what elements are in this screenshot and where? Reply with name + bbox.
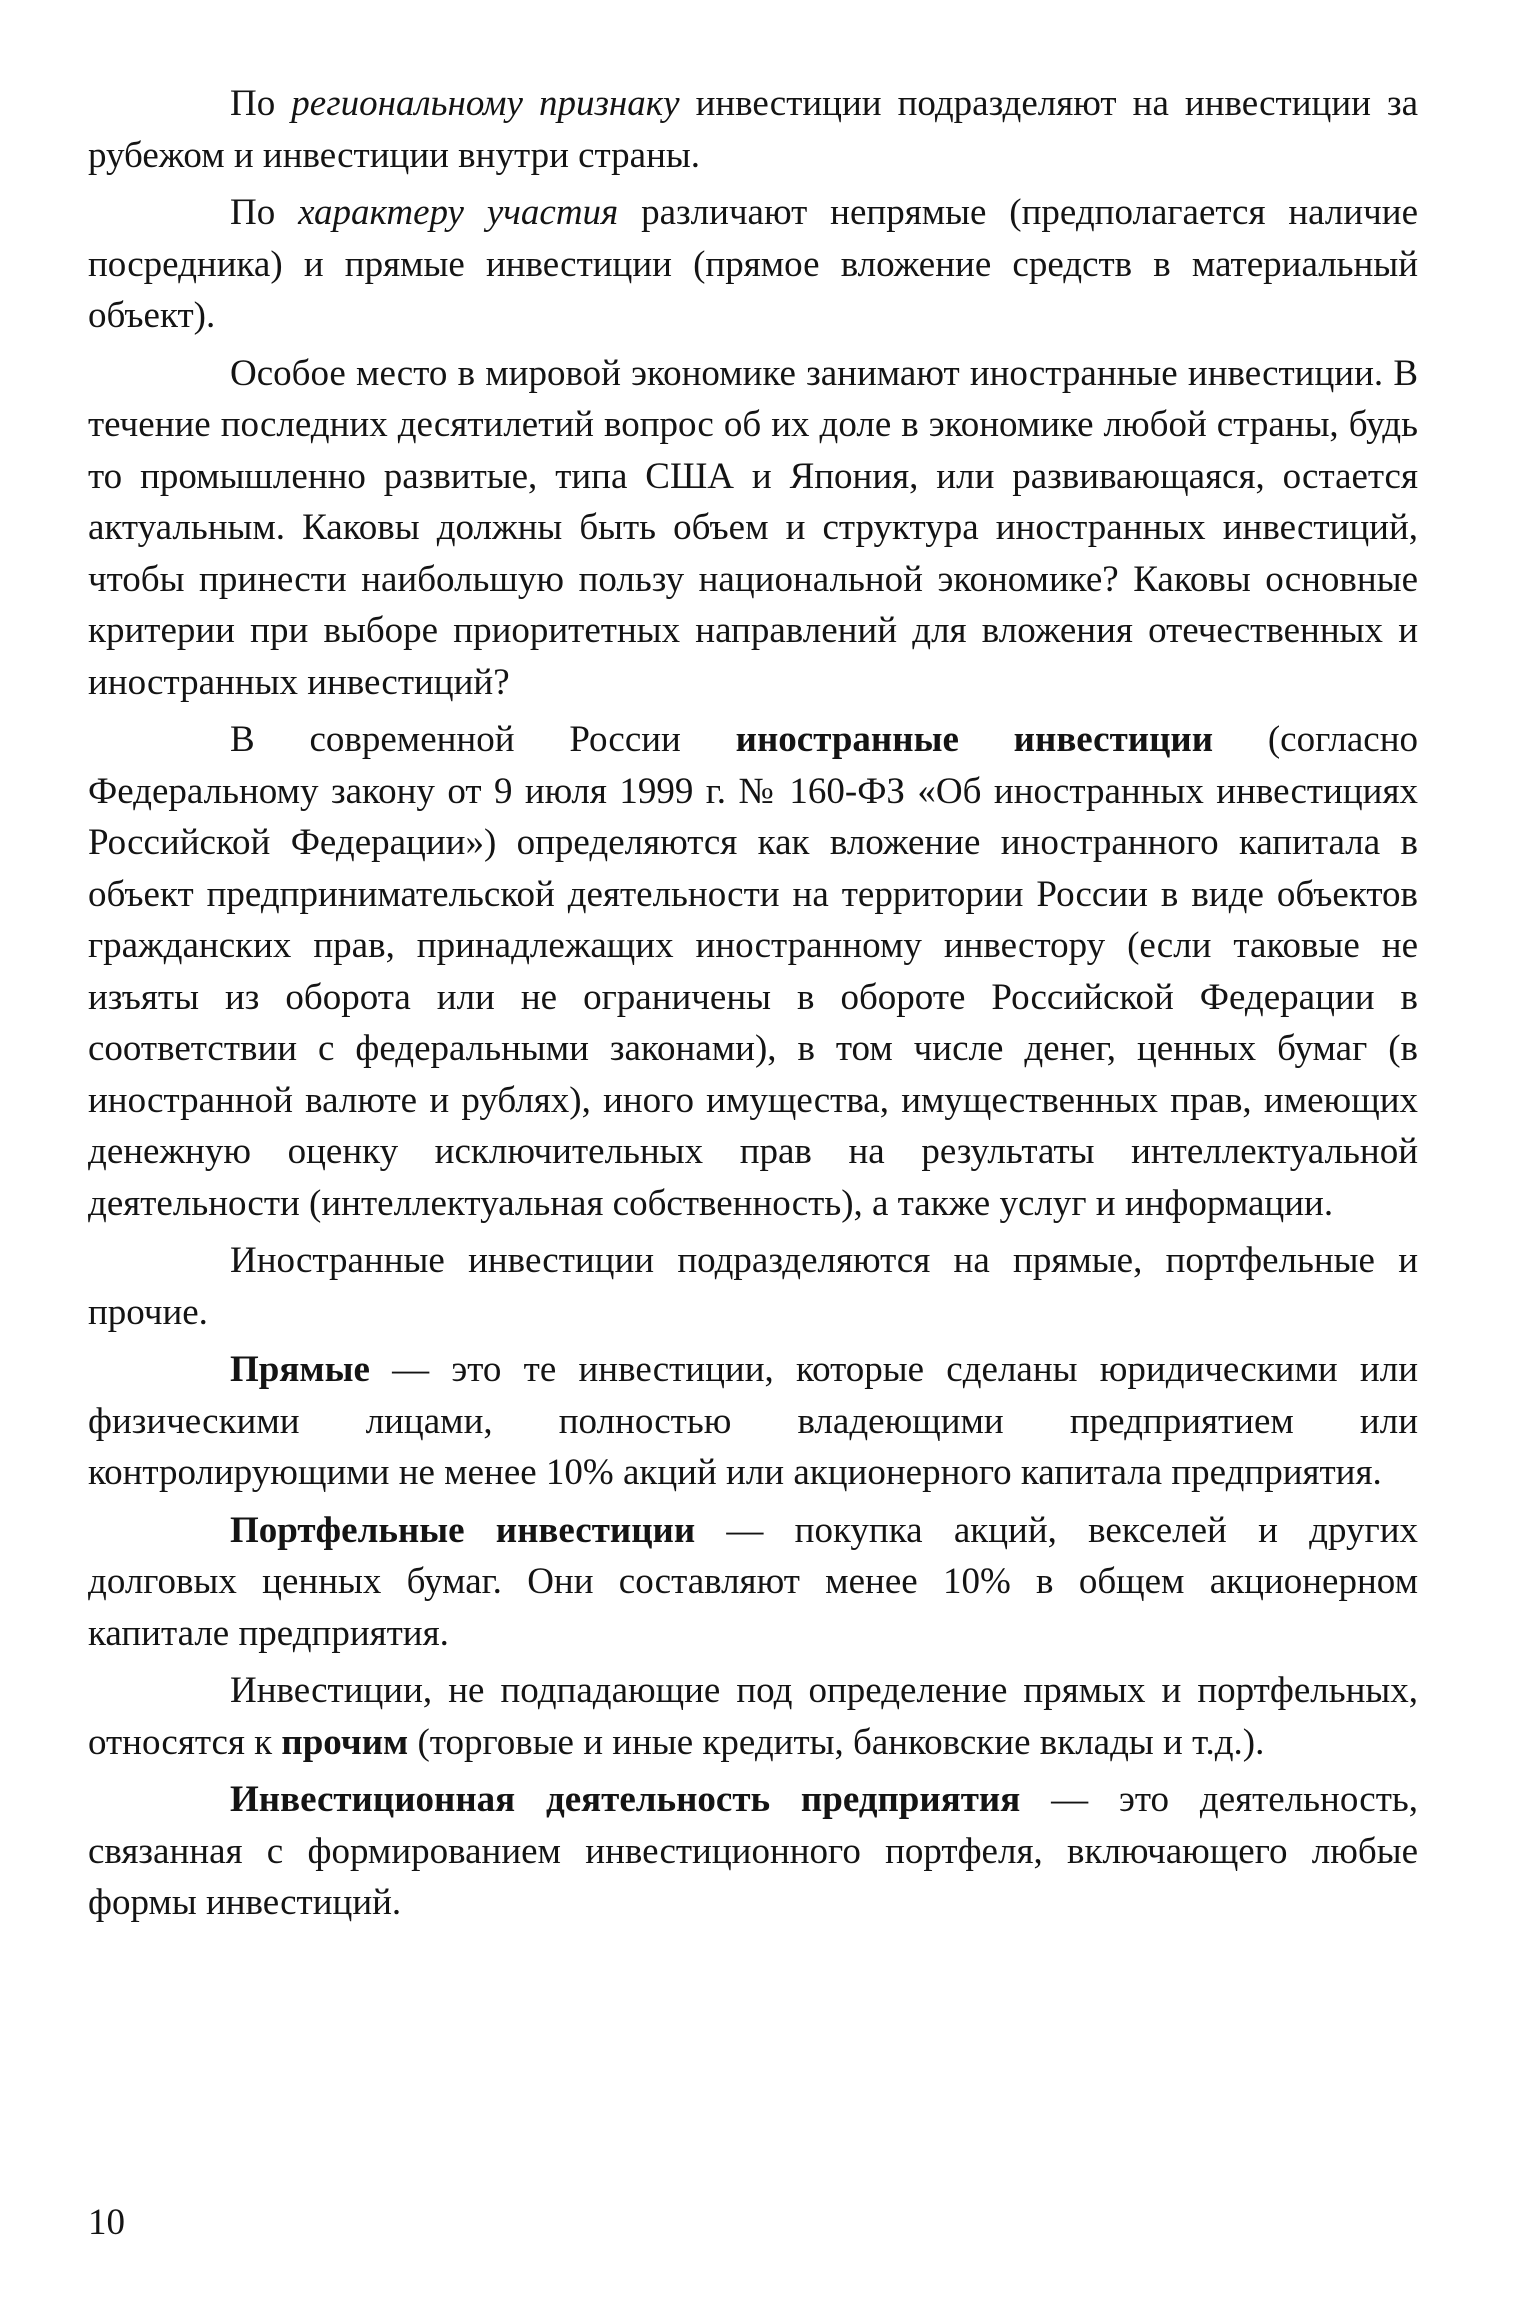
paragraph-investment-activity: Инвестиционная деятельность предприятия — это деятельность, связанная с формированием инвестиционного портфеля, включающего любые формы инвестиций. (88, 1779, 1418, 1923)
term-foreign-investment: иностранные инвестиции (735, 719, 1214, 760)
term-participation: характеру участия (298, 192, 619, 233)
paragraph-foreign-investment-role: Особое место в мировой экономике занимают иностранные инвестиции. В течение последних десятилетий вопрос об их доле в экономике любой страны, будь то промышленно развитые, типа США и Япония, или развивающаяся, остается актуальным. Каковы должны быть объем и структура иностранных инвестиций, чтобы принести наибольшую пользу национальной экономике? Каковы основные критерии при выборе приоритетных направлений для вложения отечественных и иностранных инвестиций? (88, 352, 1418, 703)
paragraph-other-investment: Инвестиции, не подпадающие под определение прямых и портфельных, относятся к прочим (торговые и иные кредиты, банковские вклады и т.д.). (88, 1670, 1418, 1763)
term-other: прочим (281, 1721, 409, 1763)
page-number: 10 (88, 2202, 125, 2243)
term-investment-activity: Инвестиционная деятельность предприятия (230, 1779, 1021, 1820)
paragraph-regional-sign: По региональному признаку инвестиции подразделяют на инвестиции за рубежом и инвестиции внутри страны. (88, 83, 1419, 176)
paragraph-participation: По характеру участия различают непрямые (предполагается наличие посредника) и прямые инвестиции (прямое вложение средств в материальный объект). (88, 192, 1418, 336)
paragraph-portfolio-investment: Портфельные инвестиции — покупка акций, векселей и других долговых ценных бумаг. Они составляют менее 10% в общем акционерном капитале предприятия. (88, 1509, 1418, 1654)
paragraph-foreign-investment-definition: В современной России иностранные инвестиции (согласно Федеральному закону от 9 июля 1999 г. № 160-ФЗ «Об иностранных инвестициях Российской Федерации») определяются как вложение иностранного капитала в объект предпринимательской деятельности на территории России в виде объектов гражданских прав, принадлежащих иностранному инвестору (если таковые не изъяты из оборота или не ограничены в обороте Российской Федерации в соответствии с федеральными законами), в том числе денег, ценных бумаг (в иностранной валюте и рублях), иного имущества, имущественных прав, имеющих денежную оценку исключительных прав на результаты интеллектуальной деятельности (интеллектуальная собственность), а также услуг и информации. (88, 719, 1418, 1224)
term-regional-sign: региональному признаку (291, 83, 680, 124)
term-portfolio: Портфельные инвестиции (230, 1509, 696, 1551)
paragraph-foreign-investment-types: Иностранные инвестиции подразделяются на прямые, портфельные и прочие. (88, 1240, 1418, 1333)
paragraph-direct-investment: Прямые — это те инвестиции, которые сделаны юридическими или физическими лицами, полностью владеющими предприятием или контролирующими не менее 10% акций или акционерного капитала предприятия. (88, 1349, 1418, 1493)
page-body (88, 78, 1418, 1935)
term-direct: Прямые (230, 1349, 370, 1390)
